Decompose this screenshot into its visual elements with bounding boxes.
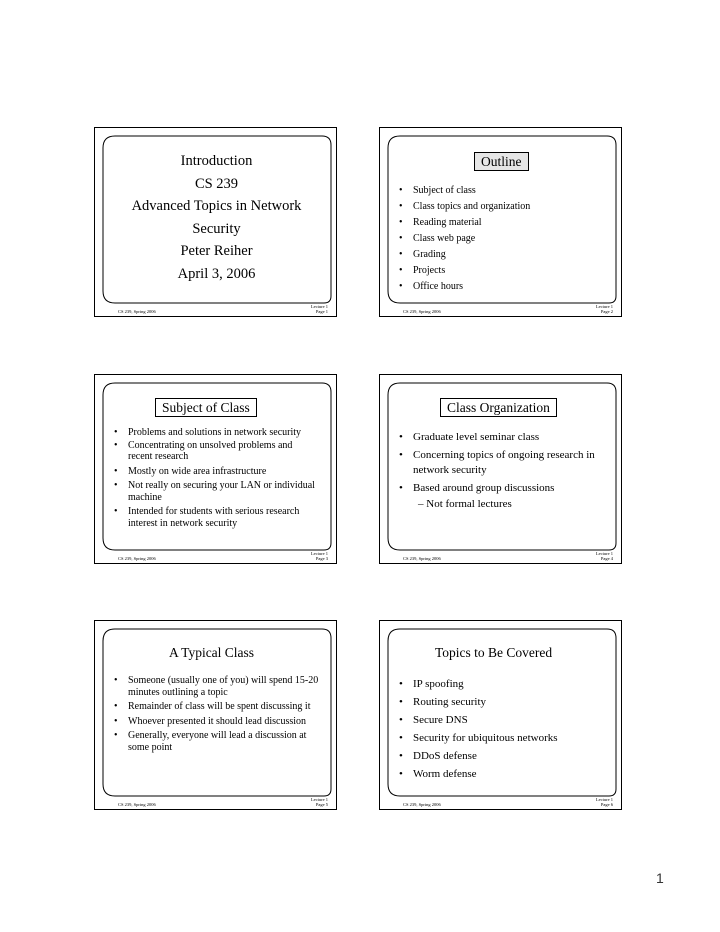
slide-title: Outline — [474, 152, 529, 171]
list-item: • Secure DNS — [399, 711, 609, 729]
footer-course: CS 239, Spring 2006 — [403, 309, 441, 314]
list-item: • Whoever presented it should lead discussion — [114, 716, 319, 728]
bullet-list — [114, 427, 319, 529]
footer-course: CS 239, Spring 2006 — [403, 556, 441, 561]
slide-1 — [94, 127, 337, 317]
footer-page: Page 5 — [315, 802, 328, 807]
footer-page-info — [596, 797, 613, 807]
list-item: • Not really on securing your LAN or individual machine — [114, 480, 319, 503]
list-item: • Problems and solutions in network security — [114, 427, 319, 439]
slide-title: Topics to Be Covered — [435, 645, 553, 660]
footer-page-info — [311, 797, 328, 807]
footer-page: Page 3 — [315, 556, 328, 561]
list-item: • Projects — [399, 263, 609, 279]
list-item: • Routing security — [399, 693, 609, 711]
footer-page: Page 1 — [315, 309, 328, 314]
title-block — [95, 150, 338, 285]
page-number: 1 — [656, 870, 664, 886]
list-item: • Mostly on wide area infrastructure — [114, 466, 319, 478]
list-item: • Intended for students with serious research interest in network security — [114, 506, 319, 529]
slide-5 — [94, 620, 337, 810]
footer-lecture: Lecture 1 — [310, 304, 328, 309]
title-line: April 3, 2006 — [177, 265, 256, 282]
list-item: • Generally, everyone will lead a discussion at some point — [114, 730, 319, 753]
list-item: • Based around group discussions — [399, 481, 609, 496]
footer-lecture: Lecture 1 — [595, 797, 613, 802]
list-item: • Concerning topics of ongoing research in network security — [399, 448, 609, 478]
bullet-list — [399, 430, 609, 496]
list-item: • Subject of class — [399, 183, 609, 199]
list-item: • Security for ubiquitous networks — [399, 729, 609, 747]
sub-item: – Not formal lectures — [418, 498, 512, 510]
bullet-list — [399, 675, 609, 783]
title-line: CS 239 — [194, 175, 239, 192]
bullet-list — [114, 675, 319, 753]
footer-page-info — [596, 304, 613, 314]
footer-course: CS 239, Spring 2006 — [118, 802, 156, 807]
slide-title: A Typical Class — [169, 645, 255, 660]
footer-course: CS 239, Spring 2006 — [118, 309, 156, 314]
list-item: • Office hours — [399, 279, 609, 295]
title-line: Introduction — [180, 153, 253, 169]
list-item: • Reading material — [399, 215, 609, 231]
footer-page: Page 6 — [600, 802, 613, 807]
list-item: • Grading — [399, 247, 609, 263]
footer-course: CS 239, Spring 2006 — [403, 802, 441, 807]
list-item: • Class web page — [399, 231, 609, 247]
list-item: • Someone (usually one of you) will spend 15-20 minutes outlining a topic — [114, 675, 319, 698]
title-line: Peter Reiher — [180, 243, 253, 259]
list-item: • Graduate level seminar class — [399, 430, 609, 445]
footer-lecture: Lecture 1 — [310, 551, 328, 556]
slide-4 — [379, 374, 622, 564]
slide-2 — [379, 127, 622, 317]
footer-lecture: Lecture 1 — [595, 304, 613, 309]
footer-page: Page 2 — [600, 309, 613, 314]
list-item: • Concentrating on unsolved problems and recent research — [114, 440, 319, 463]
bullet-list — [399, 183, 609, 295]
list-item: • Worm defense — [399, 765, 609, 783]
slide-6 — [379, 620, 622, 810]
title-line: Advanced Topics in Network — [131, 198, 302, 214]
footer-course: CS 239, Spring 2006 — [118, 556, 156, 561]
title-line: Security — [192, 220, 241, 237]
footer-lecture: Lecture 1 — [310, 797, 328, 802]
footer-page: Page 4 — [600, 556, 613, 561]
footer-page-info — [311, 304, 328, 314]
slide-title: Class Organization — [440, 398, 557, 417]
footer-page-info — [596, 551, 613, 561]
list-item: • IP spoofing — [399, 675, 609, 693]
list-item: • Remainder of class will be spent discussing it — [114, 701, 319, 713]
list-item: • DDoS defense — [399, 747, 609, 765]
list-item: • Class topics and organization — [399, 199, 609, 215]
footer-page-info — [311, 551, 328, 561]
slide-title: Subject of Class — [155, 398, 257, 417]
footer-lecture: Lecture 1 — [595, 551, 613, 556]
slide-3 — [94, 374, 337, 564]
